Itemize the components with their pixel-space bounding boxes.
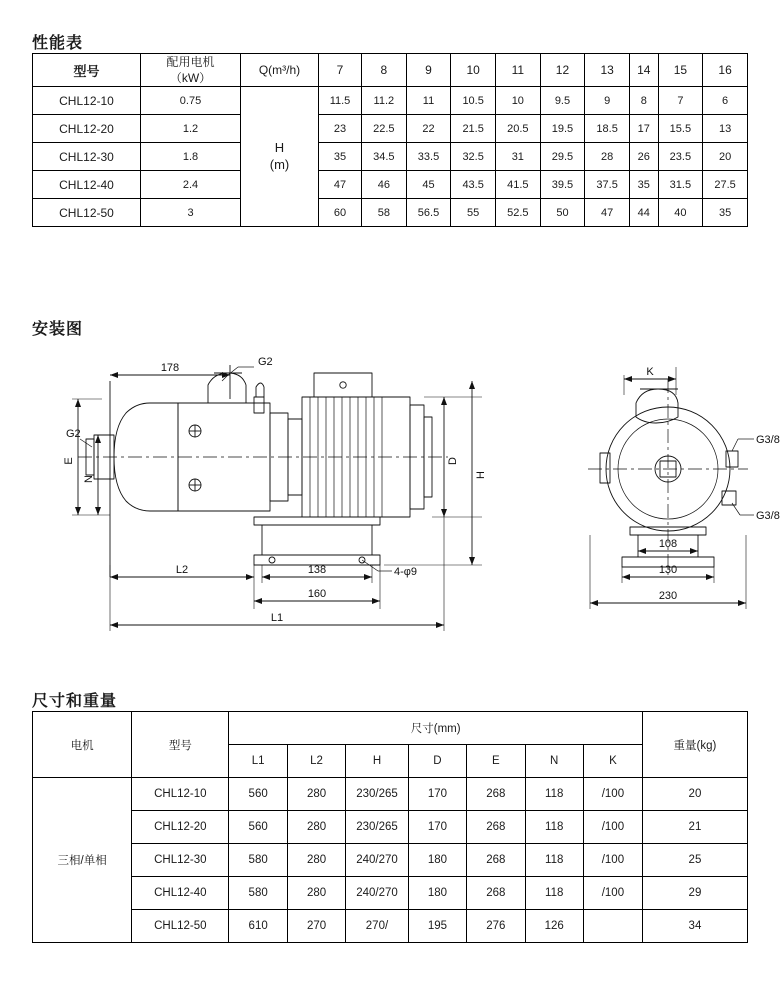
dim-l2-label: L2 [175, 564, 189, 576]
cell-model: CHL12-50 [33, 199, 141, 227]
cell-value: 7 [658, 87, 703, 115]
table-row [33, 143, 748, 171]
cell-weight: 25 [642, 844, 747, 877]
cell-model: CHL12-40 [33, 171, 141, 199]
table-row [33, 778, 748, 811]
table-row [33, 87, 748, 115]
cell-model: CHL12-20 [33, 115, 141, 143]
header-model: 型号 [132, 712, 229, 778]
cell-value: 11.5 [319, 87, 362, 115]
cell-value: 10.5 [451, 87, 496, 115]
header-motor-line2: （kW） [169, 71, 212, 86]
header-motor: 电机 [33, 712, 132, 778]
label-d: D [447, 457, 459, 465]
cell-value: 15.5 [658, 115, 703, 143]
cell-l1: 580 [229, 844, 287, 877]
cell-e: 276 [467, 910, 525, 943]
header-dims-group: 尺寸(mm) [229, 712, 642, 745]
cell-d: 180 [408, 877, 466, 910]
table-header-row [33, 712, 748, 745]
header-col-l1: L1 [229, 745, 287, 778]
cell-value: 23 [319, 115, 362, 143]
cell-value: 39.5 [540, 171, 585, 199]
cell-value: 43.5 [451, 171, 496, 199]
cell-weight: 29 [642, 877, 747, 910]
cell-motor: 1.2 [141, 115, 241, 143]
header-col-e: E [467, 745, 525, 778]
cell-e: 268 [467, 844, 525, 877]
table-row [33, 115, 748, 143]
cell-h: 240/270 [346, 877, 409, 910]
cell-e: 268 [467, 877, 525, 910]
dim-108-label: 108 [658, 538, 678, 550]
cell-h: 240/270 [346, 844, 409, 877]
header-flow-10: 10 [451, 54, 496, 87]
cell-value: 60 [319, 199, 362, 227]
installation-drawing [32, 339, 780, 639]
label-n: N [83, 475, 95, 483]
cell-d: 170 [408, 811, 466, 844]
cell-value: 37.5 [585, 171, 630, 199]
cell-model: CHL12-40 [132, 877, 229, 910]
cell-value: 45 [406, 171, 451, 199]
cell-l2: 270 [287, 910, 345, 943]
cell-value: 22 [406, 115, 451, 143]
dim-l1-label: L1 [270, 612, 284, 624]
cell-value: 31.5 [658, 171, 703, 199]
pump-drawing-svg [32, 339, 780, 639]
cell-value: 46 [362, 171, 407, 199]
cell-value: 9.5 [540, 87, 585, 115]
cell-motor: 1.8 [141, 143, 241, 171]
cell-h: 230/265 [346, 778, 409, 811]
cell-value: 31 [495, 143, 540, 171]
dim-178-label: 178 [160, 362, 180, 374]
cell-value: 17 [629, 115, 658, 143]
installation-section [32, 316, 780, 639]
cell-value: 21.5 [451, 115, 496, 143]
header-col-h: H [346, 745, 409, 778]
cell-value: 33.5 [406, 143, 451, 171]
cell-value: 10 [495, 87, 540, 115]
performance-section-title: 性能表 [32, 35, 84, 52]
cell-value: 47 [319, 171, 362, 199]
cell-k [583, 910, 642, 943]
cell-value: 44 [629, 199, 658, 227]
cell-weight: 34 [642, 910, 747, 943]
cell-value: 58 [362, 199, 407, 227]
header-flow-16: 16 [703, 54, 748, 87]
cell-motor: 0.75 [141, 87, 241, 115]
cell-l2: 280 [287, 811, 345, 844]
table-row [33, 199, 748, 227]
cell-value: 8 [629, 87, 658, 115]
header-weight: 重量(kg) [642, 712, 747, 778]
cell-d: 170 [408, 778, 466, 811]
cell-motor: 3 [141, 199, 241, 227]
table-row [33, 844, 748, 877]
dimensions-table [32, 711, 748, 943]
label-g2-left: G2 [66, 428, 81, 440]
cell-l2: 280 [287, 877, 345, 910]
label-g38-bottom: G3/8 [756, 510, 780, 522]
cell-l2: 280 [287, 844, 345, 877]
cell-model: CHL12-30 [132, 844, 229, 877]
dimensions-section [32, 688, 748, 943]
cell-value: 9 [585, 87, 630, 115]
table-row [33, 811, 748, 844]
cell-value: 23.5 [658, 143, 703, 171]
cell-h: 270/ [346, 910, 409, 943]
cell-value: 26 [629, 143, 658, 171]
header-motor-line1: 配用电机 [166, 55, 215, 69]
label-k: K [646, 366, 654, 378]
label-g38-top: G3/8 [756, 434, 780, 446]
cell-n: 118 [525, 811, 583, 844]
installation-section-title: 安装图 [32, 321, 84, 338]
cell-value: 13 [703, 115, 748, 143]
label-e: E [63, 457, 75, 465]
label-mounting-holes: 4-φ9 [394, 566, 418, 578]
cell-value: 34.5 [362, 143, 407, 171]
header-col-k: K [583, 745, 642, 778]
cell-value: 35 [319, 143, 362, 171]
cell-weight: 21 [642, 811, 747, 844]
cell-value: 20.5 [495, 115, 540, 143]
header-col-n: N [525, 745, 583, 778]
cell-model: CHL12-20 [132, 811, 229, 844]
head-label-line1: H [274, 139, 285, 155]
cell-l1: 560 [229, 778, 287, 811]
cell-value: 40 [658, 199, 703, 227]
cell-n: 118 [525, 877, 583, 910]
cell-model: CHL12-30 [33, 143, 141, 171]
cell-value: 35 [629, 171, 658, 199]
cell-h: 230/265 [346, 811, 409, 844]
cell-value: 11.2 [362, 87, 407, 115]
header-flow-9: 9 [406, 54, 451, 87]
cell-value: 11 [406, 87, 451, 115]
cell-value: 28 [585, 143, 630, 171]
header-flow-15: 15 [658, 54, 703, 87]
header-model: 型号 [33, 54, 141, 87]
header-col-l2: L2 [287, 745, 345, 778]
cell-n: 126 [525, 910, 583, 943]
cell-k: /100 [583, 778, 642, 811]
header-flow-12: 12 [540, 54, 585, 87]
cell-l1: 610 [229, 910, 287, 943]
cell-l1: 560 [229, 811, 287, 844]
cell-value: 29.5 [540, 143, 585, 171]
dim-230-label: 230 [658, 590, 678, 602]
cell-value: 56.5 [406, 199, 451, 227]
cell-model: CHL12-10 [132, 778, 229, 811]
cell-value: 18.5 [585, 115, 630, 143]
cell-value: 27.5 [703, 171, 748, 199]
cell-l1: 580 [229, 877, 287, 910]
cell-n: 118 [525, 844, 583, 877]
cell-model: CHL12-50 [132, 910, 229, 943]
header-flow-8: 8 [362, 54, 407, 87]
header-motor [141, 54, 241, 87]
table-row [33, 171, 748, 199]
header-col-d: D [408, 745, 466, 778]
cell-d: 180 [408, 844, 466, 877]
cell-value: 41.5 [495, 171, 540, 199]
cell-value: 20 [703, 143, 748, 171]
table-header-row [33, 54, 748, 87]
cell-motor: 2.4 [141, 171, 241, 199]
dim-160-label: 160 [307, 588, 327, 600]
cell-value: 22.5 [362, 115, 407, 143]
table-row [33, 877, 748, 910]
cell-l2: 280 [287, 778, 345, 811]
header-flow-7: 7 [319, 54, 362, 87]
dim-138-label: 138 [307, 564, 327, 576]
dimensions-section-title: 尺寸和重量 [32, 693, 118, 710]
cell-value: 50 [540, 199, 585, 227]
label-g2-top: G2 [258, 356, 273, 368]
cell-e: 268 [467, 778, 525, 811]
cell-k: /100 [583, 811, 642, 844]
cell-e: 268 [467, 811, 525, 844]
cell-k: /100 [583, 844, 642, 877]
cell-value: 52.5 [495, 199, 540, 227]
cell-model: CHL12-10 [33, 87, 141, 115]
table-row [33, 910, 748, 943]
header-flow-14: 14 [629, 54, 658, 87]
label-h: H [475, 471, 487, 479]
cell-head-label [241, 87, 319, 227]
cell-value: 35 [703, 199, 748, 227]
dim-130-label: 130 [658, 564, 678, 576]
header-flow: Q(m³/h) [241, 54, 319, 87]
cell-weight: 20 [642, 778, 747, 811]
cell-value: 55 [451, 199, 496, 227]
performance-table [32, 53, 748, 227]
head-label-line2: (m) [269, 156, 290, 172]
cell-n: 118 [525, 778, 583, 811]
cell-value: 19.5 [540, 115, 585, 143]
cell-d: 195 [408, 910, 466, 943]
cell-value: 6 [703, 87, 748, 115]
cell-value: 47 [585, 199, 630, 227]
performance-section [32, 30, 748, 227]
cell-value: 32.5 [451, 143, 496, 171]
cell-k: /100 [583, 877, 642, 910]
cell-motor-type: 三相/单相 [33, 778, 132, 943]
header-flow-13: 13 [585, 54, 630, 87]
header-flow-11: 11 [495, 54, 540, 87]
